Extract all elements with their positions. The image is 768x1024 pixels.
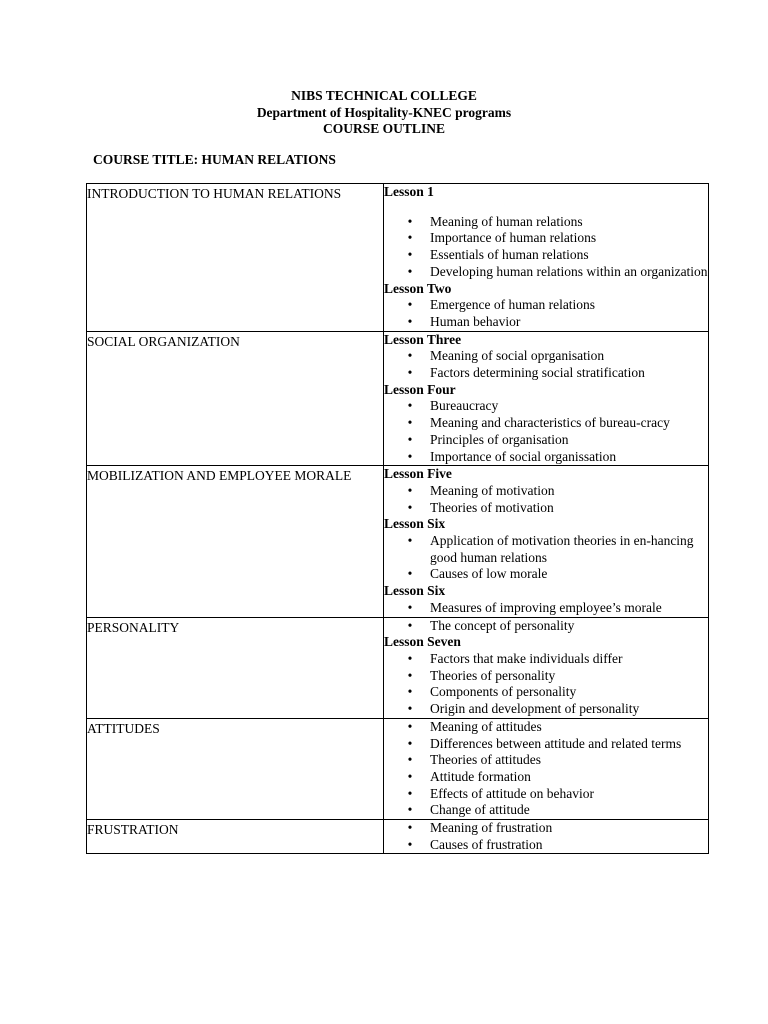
list-item-text: Meaning of frustration	[430, 820, 553, 836]
lesson-heading: Lesson Six	[384, 516, 446, 532]
list-item-text: Developing human relations within an organization	[430, 263, 708, 279]
list-item-text: Meaning and characteristics of bureau-cracy	[430, 415, 670, 431]
bullet-icon: •	[407, 599, 413, 615]
college-name: NIBS TECHNICAL COLLEGE	[291, 88, 477, 103]
bullet-icon: •	[407, 650, 413, 666]
bullet-list	[384, 297, 708, 330]
bullet-icon: •	[407, 348, 413, 364]
list-item	[384, 752, 708, 769]
list-item	[384, 802, 708, 819]
list-item	[384, 483, 708, 500]
list-item	[384, 618, 708, 635]
bullet-icon: •	[407, 230, 413, 246]
list-item	[384, 786, 708, 803]
list-item	[384, 769, 708, 786]
list-item	[384, 297, 708, 314]
list-item-text: Human behavior	[430, 313, 521, 329]
list-item-text: Factors determining social stratification	[430, 365, 645, 381]
list-item-text: Differences between attitude and related terms	[430, 735, 682, 751]
topic-cell: PERSONALITY	[87, 617, 384, 718]
course-outline-table	[86, 183, 709, 854]
table-row	[87, 820, 709, 854]
lesson-heading: Lesson Three	[384, 331, 462, 347]
list-item	[384, 449, 708, 466]
list-item-text: Meaning of motivation	[430, 482, 555, 498]
list-item	[384, 837, 708, 854]
list-item-text: The concept of personality	[430, 617, 575, 633]
bullet-icon: •	[407, 213, 413, 229]
list-item-text: Causes of low morale	[430, 566, 548, 582]
table-row	[87, 617, 709, 718]
lesson-content-cell	[384, 820, 709, 854]
bullet-list	[384, 533, 708, 583]
table-row	[87, 184, 709, 332]
lesson-content-cell	[384, 617, 709, 718]
list-item-text: Importance of human relations	[430, 230, 597, 246]
bullet-icon: •	[407, 365, 413, 381]
department-name: Department of Hospitality-KNEC programs	[256, 104, 512, 120]
list-item	[384, 820, 708, 837]
lesson-heading: Lesson Six	[384, 583, 446, 599]
list-item-text: Measures of improving employee’s morale	[430, 599, 662, 615]
lesson-heading: Lesson Four	[384, 381, 456, 397]
list-item-text: Application of motivation theories in en-hancing good human relations	[430, 533, 694, 565]
lesson-heading: Lesson 1	[384, 184, 434, 199]
list-item-text: Theories of personality	[430, 667, 556, 683]
bullet-icon: •	[407, 482, 413, 498]
list-item-text: Essentials of human relations	[430, 247, 589, 263]
lesson-content-cell	[384, 184, 709, 332]
bullet-icon: •	[407, 735, 413, 751]
bullet-icon: •	[407, 785, 413, 801]
list-item-text: Causes of frustration	[430, 836, 543, 852]
topic-cell: ATTITUDES	[87, 718, 384, 819]
list-item	[384, 230, 708, 247]
list-item-text: Emergence of human relations	[430, 297, 596, 313]
bullet-icon: •	[407, 263, 413, 279]
bullet-list	[384, 483, 708, 516]
bullet-list	[384, 214, 708, 281]
bullet-list	[384, 600, 708, 617]
list-item-text: Importance of social organissation	[430, 448, 617, 464]
outline-table-body	[87, 184, 709, 854]
bullet-list	[384, 820, 708, 853]
list-item	[384, 500, 708, 517]
bullet-icon: •	[407, 684, 413, 700]
table-row	[87, 718, 709, 819]
list-item	[384, 365, 708, 382]
document-header	[0, 88, 768, 138]
bullet-icon: •	[407, 533, 413, 549]
table-row	[87, 331, 709, 466]
list-item	[384, 651, 708, 668]
list-item-text: Meaning of attitudes	[430, 718, 542, 734]
course-title: COURSE TITLE: HUMAN RELATIONS	[93, 152, 336, 167]
list-item	[384, 668, 708, 685]
bullet-icon: •	[407, 499, 413, 515]
list-item-text: Origin and development of personality	[430, 701, 640, 717]
list-item-text: Meaning of social oprganisation	[430, 348, 605, 364]
lesson-content-cell	[384, 466, 709, 617]
bullet-icon: •	[407, 566, 413, 582]
list-item	[384, 600, 708, 617]
list-item-text: Bureaucracy	[430, 398, 499, 414]
list-item	[384, 566, 708, 583]
bullet-icon: •	[407, 718, 413, 734]
bullet-icon: •	[407, 768, 413, 784]
bullet-icon: •	[407, 247, 413, 263]
lesson-content-cell	[384, 718, 709, 819]
topic-cell: MOBILIZATION AND EMPLOYEE MORALE	[87, 466, 384, 617]
list-item-text: Factors that make individuals differ	[430, 650, 623, 666]
bullet-list	[384, 651, 708, 718]
list-item	[384, 432, 708, 449]
topic-cell: SOCIAL ORGANIZATION	[87, 331, 384, 466]
topic-cell: FRUSTRATION	[87, 820, 384, 854]
bullet-icon: •	[407, 297, 413, 313]
list-item-text: Theories of motivation	[430, 499, 554, 515]
list-item-text: Attitude formation	[430, 768, 531, 784]
bullet-list	[384, 719, 708, 819]
list-item	[384, 415, 708, 432]
bullet-list	[384, 348, 708, 381]
list-item	[384, 348, 708, 365]
bullet-icon: •	[407, 617, 413, 633]
bullet-list	[384, 398, 708, 465]
bullet-icon: •	[407, 431, 413, 447]
list-item	[384, 247, 708, 264]
bullet-icon: •	[407, 415, 413, 431]
list-item-text: Meaning of human relations	[430, 213, 583, 229]
table-row	[87, 466, 709, 617]
topic-cell: INTRODUCTION TO HUMAN RELATIONS	[87, 184, 384, 332]
list-item-text: Change of attitude	[430, 802, 530, 818]
lesson-heading: Lesson Seven	[384, 634, 461, 650]
list-item	[384, 719, 708, 736]
outline-heading: COURSE OUTLINE	[323, 121, 445, 137]
list-item	[384, 214, 708, 231]
list-item-text: Principles of organisation	[430, 431, 569, 447]
list-item	[384, 736, 708, 753]
bullet-icon: •	[407, 752, 413, 768]
list-item	[384, 684, 708, 701]
bullet-icon: •	[407, 398, 413, 414]
bullet-icon: •	[407, 313, 413, 329]
bullet-list	[384, 618, 708, 635]
bullet-icon: •	[407, 667, 413, 683]
list-item	[384, 314, 708, 331]
list-item-text: Components of personality	[430, 684, 577, 700]
bullet-icon: •	[407, 836, 413, 852]
list-item	[384, 398, 708, 415]
bullet-icon: •	[407, 448, 413, 464]
lesson-heading: Lesson Two	[384, 280, 452, 296]
bullet-icon: •	[407, 820, 413, 836]
list-item	[384, 264, 708, 281]
spacer	[384, 201, 708, 214]
list-item	[384, 533, 708, 566]
list-item-text: Effects of attitude on behavior	[430, 785, 594, 801]
lesson-heading: Lesson Five	[384, 466, 452, 482]
bullet-icon: •	[407, 802, 413, 818]
list-item	[384, 701, 708, 718]
list-item-text: Theories of attitudes	[430, 752, 541, 768]
bullet-icon: •	[407, 701, 413, 717]
lesson-content-cell	[384, 331, 709, 466]
